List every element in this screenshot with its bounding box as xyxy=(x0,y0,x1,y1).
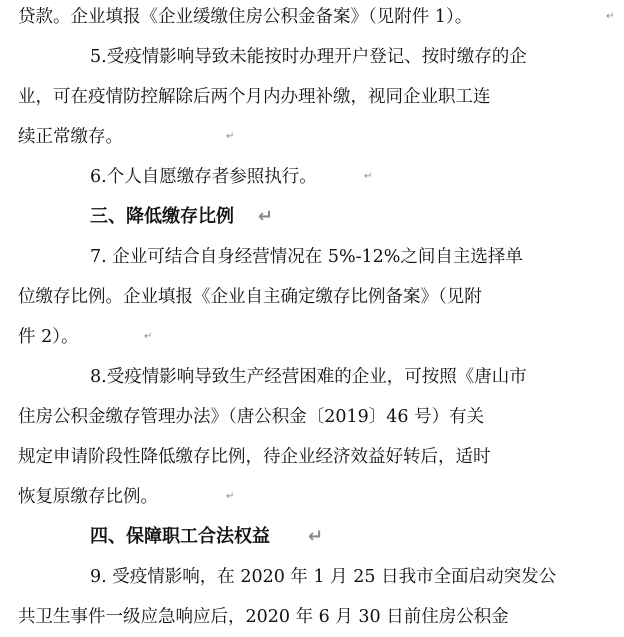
text-line xyxy=(0,37,624,77)
line-text: 贷款。企业填报《企业缓缴住房公积金备案》（见附件 1）。 xyxy=(18,7,473,27)
paragraph-mark-icon: ↵ xyxy=(226,131,235,142)
line-text: 位缴存比例。企业填报《企业自主确定缴存比例备案》（见附 xyxy=(18,287,482,307)
line-text: 共卫生事件一级应急响应后，2020 年 6 月 30 日前住房公积金 xyxy=(18,607,509,627)
section-heading xyxy=(0,517,624,557)
text-line xyxy=(0,317,624,357)
text-line xyxy=(0,437,624,477)
paragraph-mark-icon: ↵ xyxy=(364,171,373,182)
line-text: 6.个人自愿缴存者参照执行。 xyxy=(90,167,317,187)
paragraph-mark-icon: ↵ xyxy=(606,11,615,22)
text-line xyxy=(0,277,624,317)
paragraph-mark-icon: ↵ xyxy=(144,331,153,342)
text-line xyxy=(0,237,624,277)
text-line xyxy=(0,157,624,197)
line-text: 规定申请阶段性降低缴存比例，待企业经济效益好转后，适时 xyxy=(18,447,491,467)
line-text: 业，可在疫情防控解除后两个月内办理补缴，视同企业职工连 xyxy=(18,87,491,107)
text-line xyxy=(0,557,624,597)
line-text: 住房公积金缴存管理办法》（唐公积金〔2019〕46 号）有关 xyxy=(18,407,485,427)
line-text: 5.受疫情影响导致未能按时办理开户登记、按时缴存的企 xyxy=(90,47,527,67)
section-heading xyxy=(0,197,624,237)
line-text: 8.受疫情影响导致生产经营困难的企业，可按照《唐山市 xyxy=(90,367,527,387)
text-line xyxy=(0,0,624,37)
heading-text: 四、保障职工合法权益 xyxy=(90,526,270,547)
paragraph-mark-icon: ↵ xyxy=(258,206,274,227)
paragraph-mark-icon: ↵ xyxy=(308,526,324,547)
paragraph-mark-icon: ↵ xyxy=(226,491,235,502)
line-text: 9. 受疫情影响，在 2020 年 1 月 25 日我市全面启动突发公 xyxy=(90,567,557,587)
text-line xyxy=(0,77,624,117)
text-line xyxy=(0,597,624,637)
text-line xyxy=(0,397,624,437)
text-line xyxy=(0,117,624,157)
line-text: 7. 企业可结合自身经营情况在 5%-12%之间自主选择单 xyxy=(90,247,523,267)
text-line xyxy=(0,357,624,397)
line-text: 件 2）。 xyxy=(18,327,79,347)
text-line xyxy=(0,477,624,517)
heading-text: 三、降低缴存比例 xyxy=(90,206,234,227)
line-text: 续正常缴存。 xyxy=(18,127,123,147)
line-text: 恢复原缴存比例。 xyxy=(18,487,158,507)
